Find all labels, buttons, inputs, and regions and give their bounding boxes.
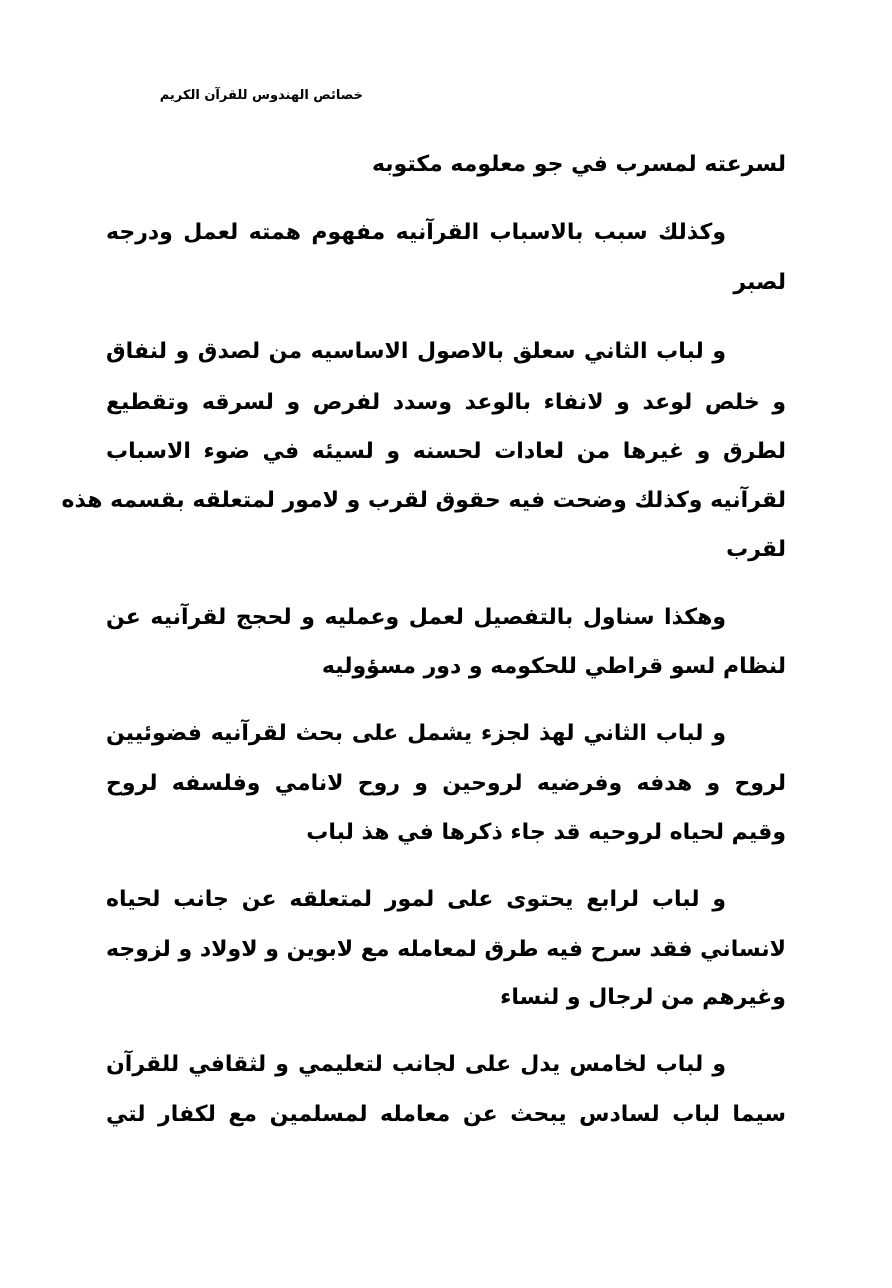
- running-header: خصائص الهندوس للقرآن الكريم: [159, 88, 363, 103]
- text-line: و لباب لرابع يحتوى على لمور لمتعلقه عن جانب لحياه: [106, 887, 726, 912]
- text-line: لروح و هدفه وفرضيه لروحين و روح لانامي وفلسفه لروح: [106, 771, 786, 796]
- text-line: و لباب لخامس يدل على لجانب لتعليمي و لثقافي للقرآن: [106, 1052, 726, 1077]
- text-line: و خلص لوعد و لانفاء بالوعد وسدد لفرص و لسرقه وتقطيع: [106, 390, 786, 415]
- text-line: وهكذا سناول بالتفصيل لعمل وعمليه و لحجج لقرآنيه عن: [106, 605, 726, 630]
- text-line: وقيم لحياه لروحيه قد جاء ذكرها في هذ لباب: [306, 820, 786, 845]
- text-line: و لباب الثاني لهذ لجزء يشمل على بحث لقرآنيه فضوئيين: [106, 721, 726, 746]
- text-line: لانساني فقد سرح فيه طرق لمعامله مع لابوين و لاولاد و لزوجه: [106, 937, 786, 962]
- text-line: سيما لباب لسادس يبحث عن معامله لمسلمين مع لكفار لتي: [106, 1102, 786, 1127]
- text-line: لصبر: [733, 270, 786, 295]
- text-line: وغيرهم من لرجال و لنساء: [500, 985, 786, 1010]
- text-line: لسرعته لمسرب في جو معلومه مكتوبه: [371, 152, 786, 177]
- text-line: لطرق و غيرها من لعادات لحسنه و لسيئه في ضوء الاسباب: [106, 439, 786, 464]
- text-line: لقرب: [726, 537, 786, 562]
- text-line: لنظام لسو قراطي للحكومه و دور مسؤوليه: [321, 654, 786, 679]
- text-line: و لباب الثاني سعلق بالاصول الاساسيه من لصدق و لنفاق: [106, 339, 726, 364]
- text-line: وكذلك سبب بالاسباب القرآنيه مفهوم همته لعمل ودرجه: [106, 220, 726, 245]
- text-line: لقرآنيه وكذلك وضحت فيه حقوق لقرب و لامور لمتعلقه بقسمه هذه: [61, 488, 786, 513]
